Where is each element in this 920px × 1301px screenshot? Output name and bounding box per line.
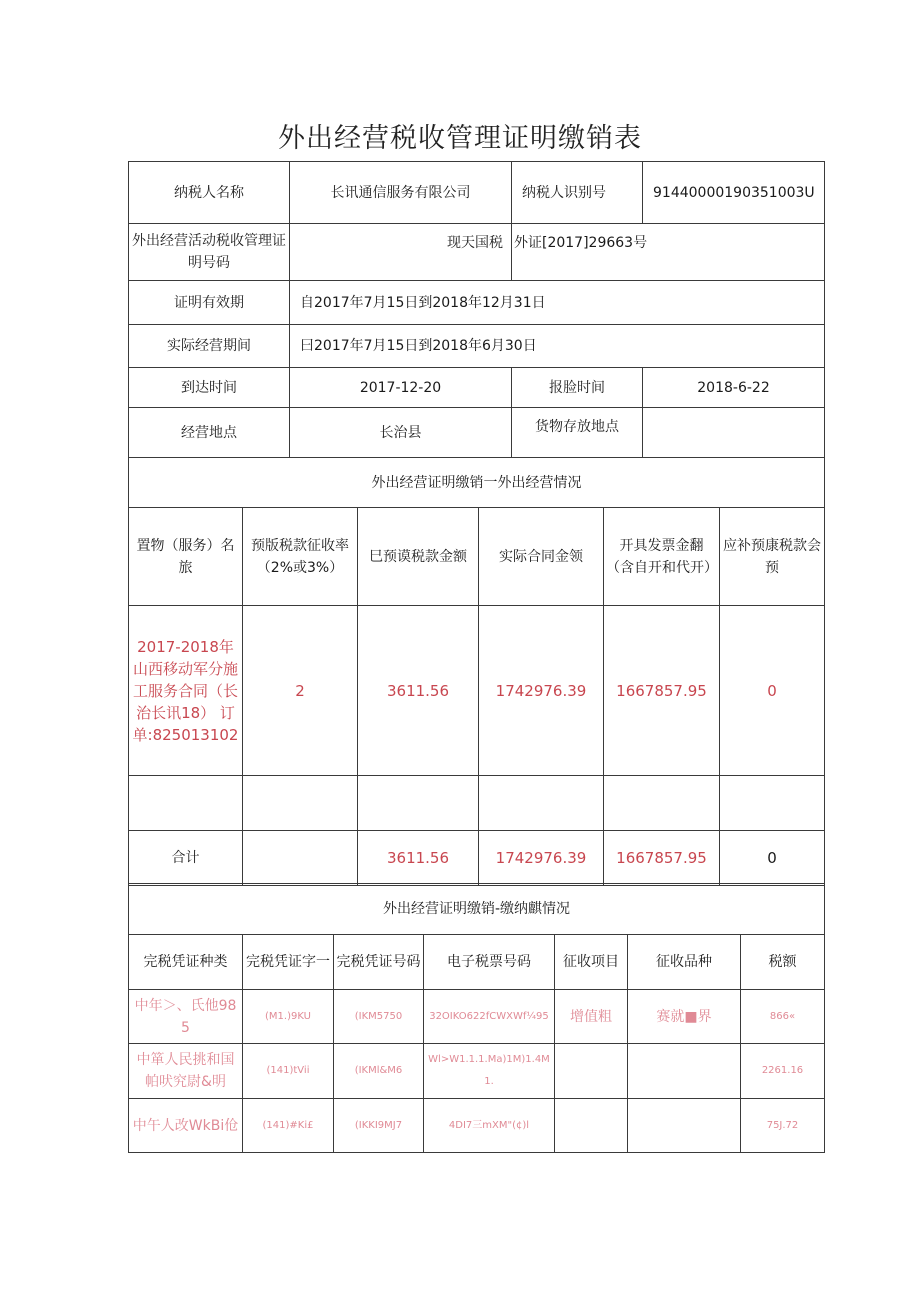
col-levy-item: 征收项目	[555, 935, 628, 990]
supplementary-tax: 0	[720, 606, 825, 776]
empty-cell	[243, 776, 358, 831]
total-supplementary-tax: 0	[720, 831, 825, 886]
levy-category: 赛就■界	[628, 990, 741, 1044]
levy-item	[555, 1099, 628, 1153]
actual-period-value: 曰2017年7月15日到2018年6月30日	[290, 325, 825, 368]
goods-name: 2017-2018年山西移动军分施工服务合同（长治长讯18） 订单:825013102	[129, 606, 243, 776]
total-row	[129, 831, 825, 886]
section2-heading: 外出经营证明缴销-缴纳麒情况	[129, 884, 825, 935]
levy-category	[628, 1099, 741, 1153]
taxpayer-id-label: 纳税人识别号	[512, 162, 643, 224]
levy-rate: 2	[243, 606, 358, 776]
col-contract-amount: 实际合同金领	[479, 508, 604, 606]
taxpayer-id: 91440000190351003U	[643, 162, 825, 224]
cert-no-label: 外出经营活动税收管理证明号码	[129, 224, 290, 281]
col-voucher-word: 完税凭证字一	[243, 935, 334, 990]
col-voucher-number: 完税凭证号码	[334, 935, 424, 990]
total-prepaid-tax: 3611.56	[358, 831, 479, 886]
col-tax-amount: 税额	[741, 935, 825, 990]
total-levy-rate	[243, 831, 358, 886]
storage-label: 货物存放地点	[512, 408, 643, 458]
business-situation-table	[128, 457, 825, 886]
actual-period-label: 实际经营期间	[129, 325, 290, 368]
voucher-number: (IKM5750	[334, 990, 424, 1044]
empty-cell	[129, 776, 243, 831]
inspection-value: 2018-6-22	[643, 368, 825, 408]
cert-no-prefix: 现天国税	[290, 224, 512, 281]
table-row	[129, 606, 825, 776]
contract-amount: 1742976.39	[479, 606, 604, 776]
tax-amount: 866«	[741, 990, 825, 1044]
table-row	[129, 1099, 825, 1153]
inspection-label: 报脸时间	[512, 368, 643, 408]
cert-no-row	[129, 224, 825, 281]
voucher-word: (M1.)9KU	[243, 990, 334, 1044]
voucher-type: 中年＞、氏他985	[129, 990, 243, 1044]
table-row	[129, 1044, 825, 1099]
empty-cell	[479, 776, 604, 831]
total-contract-amount: 1742976.39	[479, 831, 604, 886]
section2-header-row	[129, 935, 825, 990]
page-title: 外出经营税收管理证明缴销表	[278, 123, 642, 154]
empty-cell	[720, 776, 825, 831]
taxpayer-name-label: 纳税人名称	[129, 162, 290, 224]
voucher-word: (141)tVii	[243, 1044, 334, 1099]
voucher-word: (141)#Ki£	[243, 1099, 334, 1153]
actual-period-row	[129, 325, 825, 368]
taxpayer-info-table	[128, 161, 825, 458]
empty-cell	[358, 776, 479, 831]
voucher-type: 中午人改WkBi伧	[129, 1099, 243, 1153]
tax-amount: 75J.72	[741, 1099, 825, 1153]
voucher-number: (IKKI9MJ7	[334, 1099, 424, 1153]
arrival-value: 2017-12-20	[290, 368, 512, 408]
validity-value: 自2017年7月15日到2018年12月31日	[290, 281, 825, 325]
place-value: 长治县	[290, 408, 512, 458]
total-label: 合计	[129, 831, 243, 886]
table-row	[129, 990, 825, 1044]
arrival-label: 到达时间	[129, 368, 290, 408]
place-row	[129, 408, 825, 458]
cert-no-suffix: 外证[2017]29663号	[512, 224, 825, 281]
arrival-row	[129, 368, 825, 408]
e-ticket-number: 4DI7三mXM"(¢)l	[424, 1099, 555, 1153]
col-prepaid-tax: 巳预谟税款金额	[358, 508, 479, 606]
section2-heading-row	[129, 884, 825, 935]
taxpayer-row	[129, 162, 825, 224]
place-label: 经营地点	[129, 408, 290, 458]
section1-header-row	[129, 508, 825, 606]
levy-item	[555, 1044, 628, 1099]
empty-cell	[604, 776, 720, 831]
invoice-amount: 1667857.95	[604, 606, 720, 776]
validity-row	[129, 281, 825, 325]
e-ticket-number: Wl>W1.1.1.Ma)1M)1.4M1.	[424, 1044, 555, 1099]
col-voucher-type: 完税凭证种类	[129, 935, 243, 990]
prepaid-tax: 3611.56	[358, 606, 479, 776]
levy-item: 增值粗	[555, 990, 628, 1044]
e-ticket-number: 32OIKO622fCWXWf¼95	[424, 990, 555, 1044]
storage-value	[643, 408, 825, 458]
col-supplementary-tax: 应补预康税款会预	[720, 508, 825, 606]
col-levy-rate: 预版税款征收率（2%或3%）	[243, 508, 358, 606]
table-row	[129, 776, 825, 831]
tax-amount: 2261.16	[741, 1044, 825, 1099]
col-invoice-amount: 开具发票金翻（含自开和代开）	[604, 508, 720, 606]
voucher-type: 中箪人民挑和国帕吠究尉&明	[129, 1044, 243, 1099]
section1-heading: 外出经营证明缴销一外出经营情况	[129, 458, 825, 508]
col-goods-name: 置物（服务）名旅	[129, 508, 243, 606]
levy-category	[628, 1044, 741, 1099]
col-levy-category: 征收品种	[628, 935, 741, 990]
total-invoice-amount: 1667857.95	[604, 831, 720, 886]
col-e-ticket-number: 电子税票号码	[424, 935, 555, 990]
section1-heading-row	[129, 458, 825, 508]
taxpayer-name: 长讯通信服务有限公司	[290, 162, 512, 224]
voucher-number: (IKMl&M6	[334, 1044, 424, 1099]
validity-label: 证明有效期	[129, 281, 290, 325]
tax-payment-table	[128, 883, 825, 1153]
